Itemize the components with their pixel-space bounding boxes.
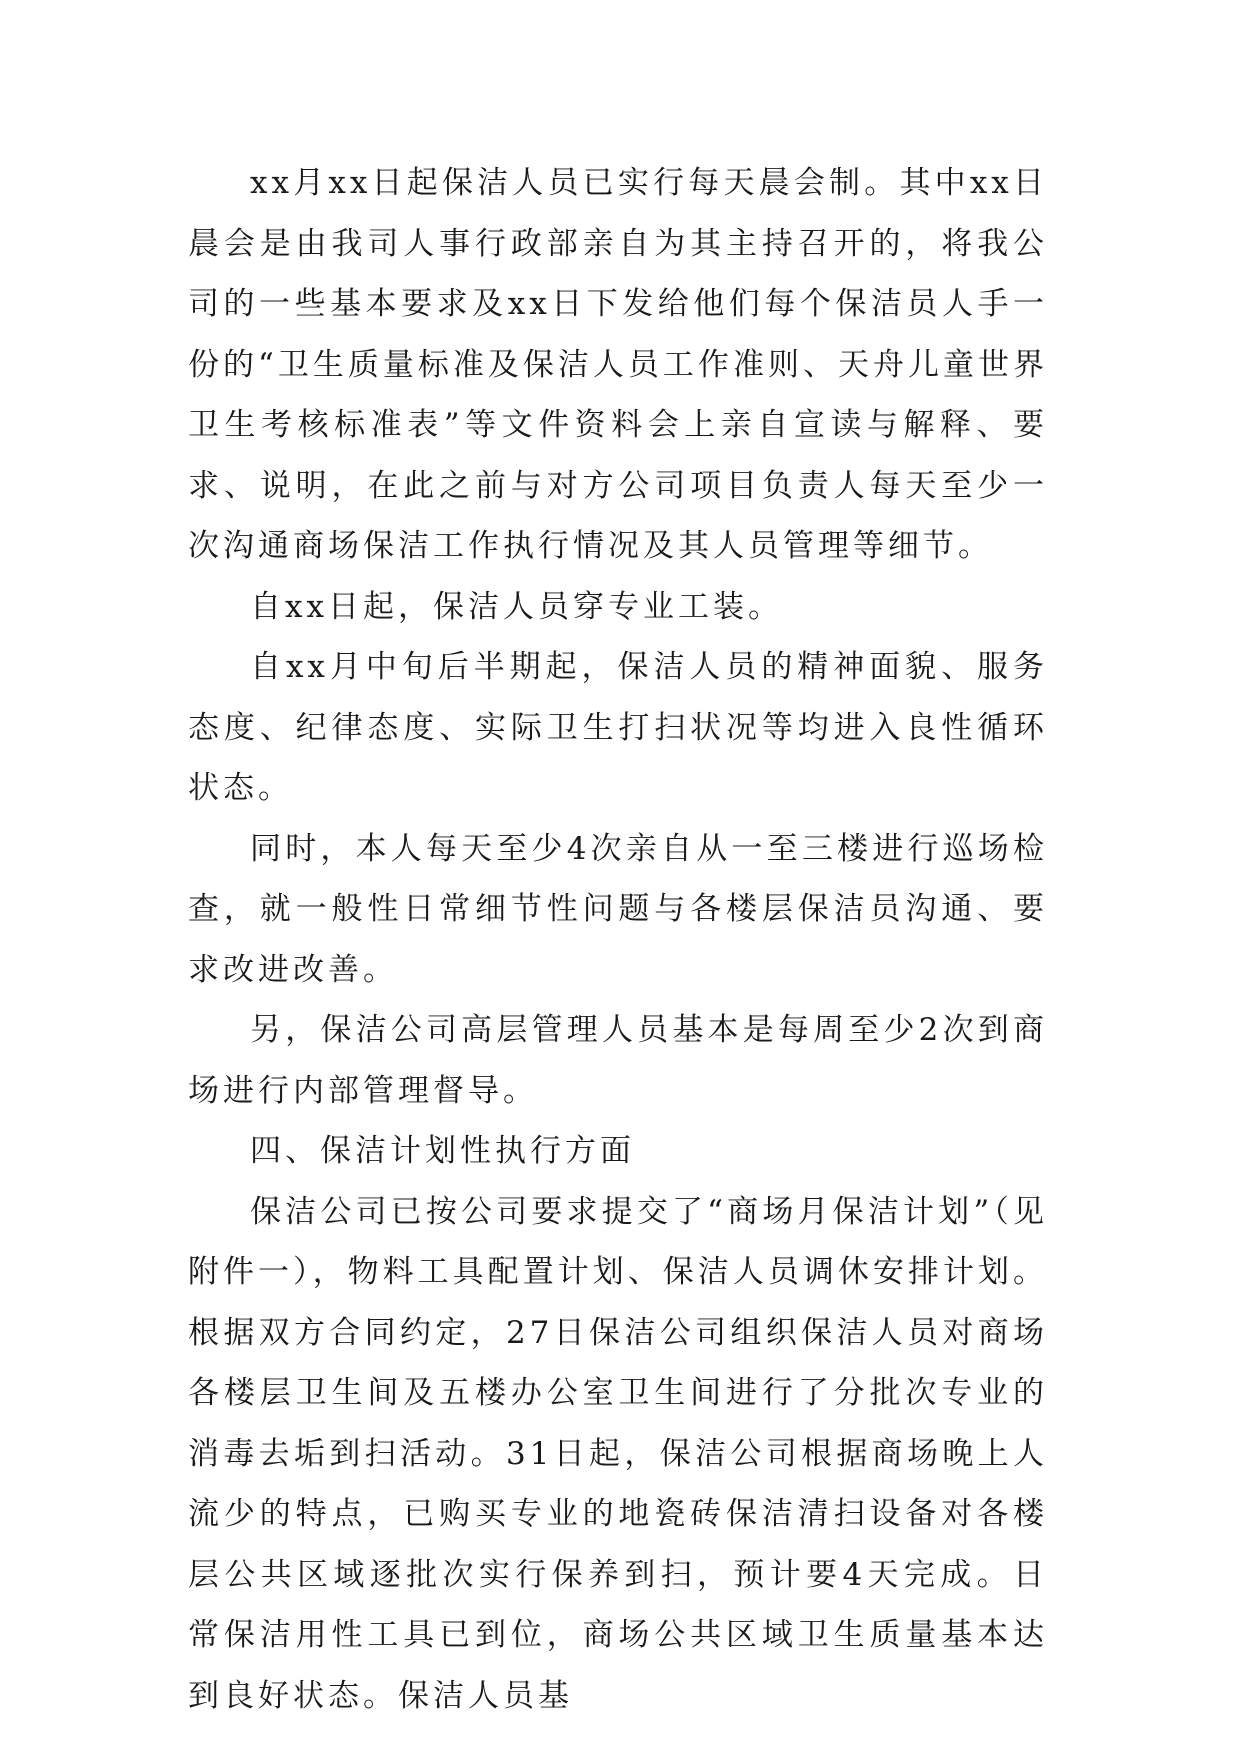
paragraph-improvement: 自xx月中旬后半期起，保洁人员的精神面貌、服务态度、纪律态度、实际卫生打扫状况等均进入良性循环状态。 [188,649,1048,806]
section-heading-cleaning-plan: 四、保洁计划性执行方面 [250,1133,635,1169]
document-body [188,153,1048,1726]
paragraph-inspection: 同时，本人每天至少4次亲自从一至三楼进行巡场检查，就一般性日常细节性问题与各楼层保洁员沟通、要求改进改善。 [188,830,1048,988]
paragraph-cleaning-plan: 保洁公司已按公司要求提交了“商场月保洁计划”（见附件一），物料工具配置计划、保洁人员调休安排计划。根据双方合同约定，27日保洁公司组织保洁人员对商场各楼层卫生间及五楼办公室卫生间进行了分批次专业的消毒去垢到扫活动。31日起，保洁公司根据商场晚上人流少的特点，已购买专业的地瓷砖保洁清扫设备对各楼层公共区域逐批次实行保养到扫，预计要4天完成。日常保洁用性工具已到位，商场公共区域卫生质量基本达到良好状态。保洁人员基 [188,1193,1048,1714]
paragraph-morning-meeting: xx月xx日起保洁人员已实行每天晨会制。其中xx日晨会是由我司人事行政部亲自为其主持召开的，将我公司的一些基本要求及xx日下发给他们每个保洁员人手一份的“卫生质量标准及保洁人员工作准则、天舟儿童世界卫生考核标准表”等文件资料会上亲自宣读与解释、要求、说明，在此之前与对方公司项目负责人每天至少一次沟通商场保洁工作执行情况及其人员管理等细节。 [188,165,1048,564]
paragraph-management-supervision: 另，保洁公司高层管理人员基本是每周至少2次到商场进行内部管理督导。 [188,1012,1048,1109]
paragraph-uniform: 自xx日起，保洁人员穿专业工装。 [250,588,783,625]
